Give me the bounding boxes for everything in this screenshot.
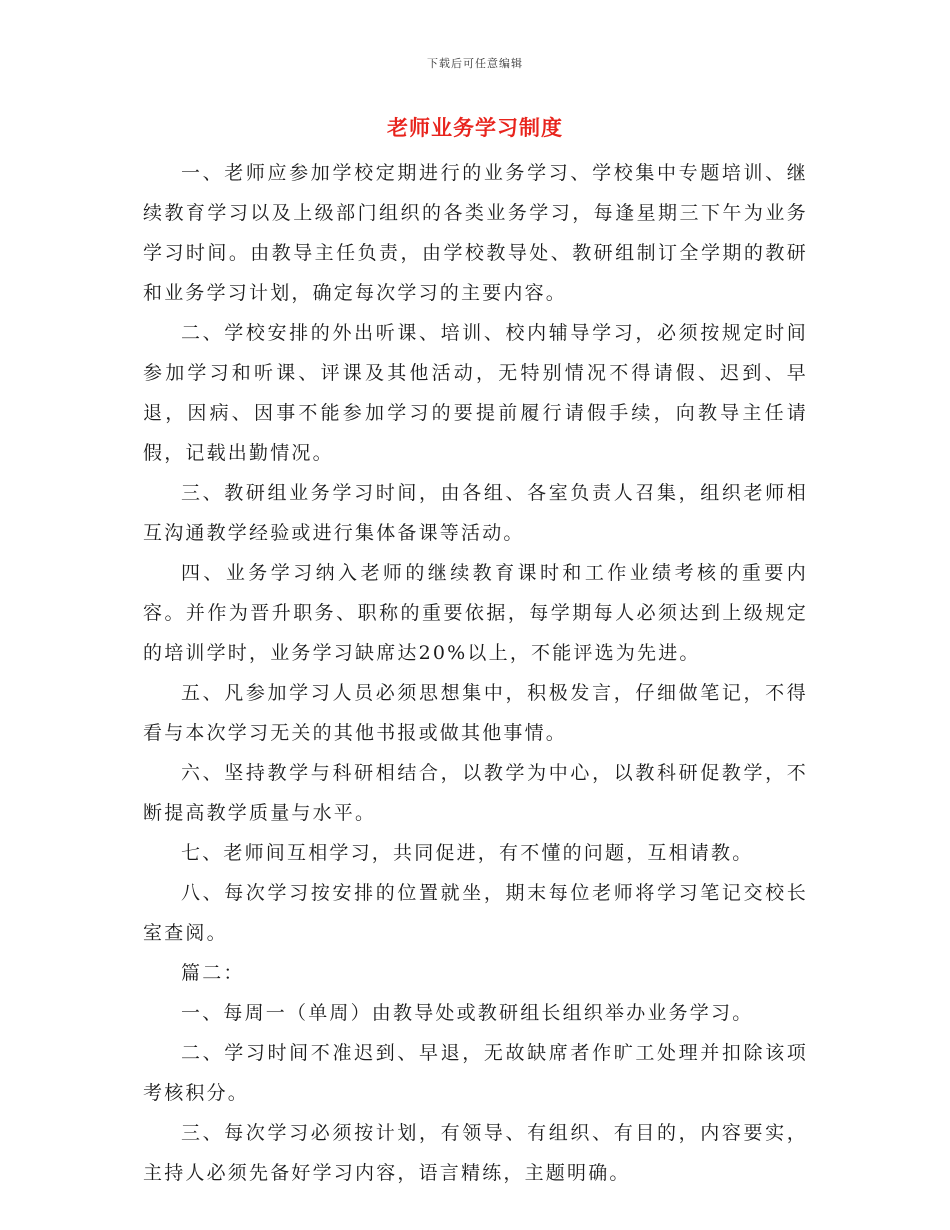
paragraph-2: 二、学校安排的外出听课、培训、校内辅导学习，必须按规定时间参加学习和听课、评课及其他活动，无特别情况不得请假、迟到、早退，因病、因事不能参加学习的要提前履行请假手续，向教导主任请假，记载出勤情况。 [143, 322, 808, 464]
paragraph-9: 一、每周一（单周）由教导处或教研组长组织举办业务学习。 [181, 1002, 754, 1024]
paragraph-3: 三、教研组业务学习时间，由各组、各室负责人召集，组织老师相互沟通教学经验或进行集体备课等活动。 [143, 482, 808, 544]
document-title: 老师业务学习制度 [387, 115, 563, 140]
paragraph-6: 六、坚持教学与科研相结合，以教学为中心，以教科研促教学，不断提高教学质量与水平。 [143, 762, 808, 824]
paragraph-4: 四、业务学习纳入老师的继续教育课时和工作业绩考核的重要内容。并作为晋升职务、职称的重要依据，每学期每人必须达到上级规定的培训学时，业务学习缺席达20%以上，不能评选为先进。 [143, 562, 808, 664]
section-heading-part-two: 篇二： [181, 962, 245, 984]
paragraph-1: 一、老师应参加学校定期进行的业务学习、学校集中专题培训、继续教育学习以及上级部门组织的各类业务学习，每逢星期三下午为业务学习时间。由教导主任负责，由学校教导处、教研组制订全学期的教研和业务学习计划，确定每次学习的主要内容。 [143, 162, 808, 304]
page-header-note: 下载后可任意编辑 [427, 57, 523, 70]
paragraph-8: 八、每次学习按安排的位置就坐，期末每位老师将学习笔记交校长室查阅。 [143, 882, 808, 944]
paragraph-7: 七、老师间互相学习，共同促进，有不懂的问题，互相请教。 [181, 842, 754, 864]
document-body [143, 153, 808, 1193]
paragraph-5: 五、凡参加学习人员必须思想集中，积极发言，仔细做笔记，不得看与本次学习无关的其他书报或做其他事情。 [143, 682, 808, 744]
paragraph-10: 二、学习时间不准迟到、早退，无故缺席者作旷工处理并扣除该项考核积分。 [143, 1042, 808, 1104]
paragraph-11: 三、每次学习必须按计划，有领导、有组织、有目的，内容要实，主持人必须先备好学习内容，语言精练，主题明确。 [143, 1122, 808, 1184]
